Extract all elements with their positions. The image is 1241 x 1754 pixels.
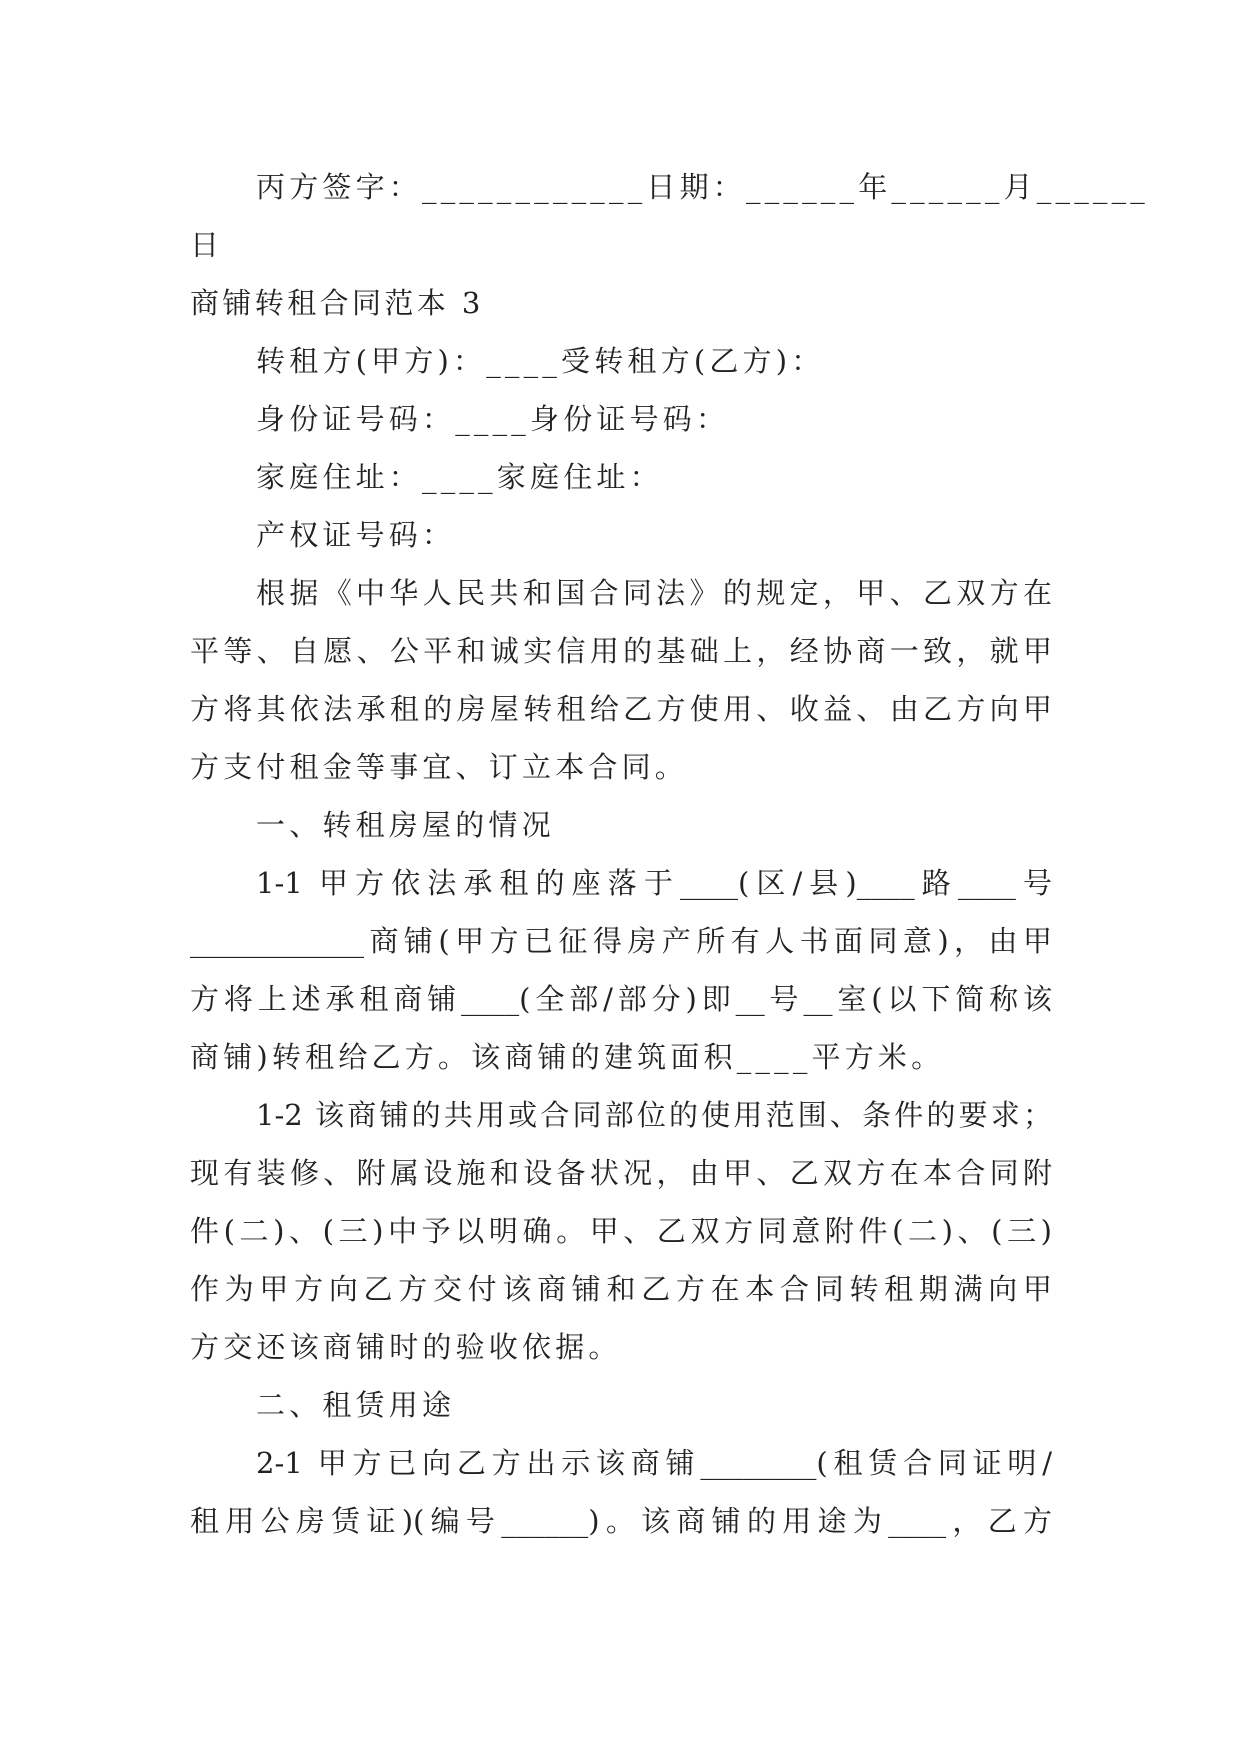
text-line: 方将其依法承租的房屋转租给乙方使用、收益、由乙方向甲 xyxy=(190,692,1052,726)
text-line: 转租方(甲方)：____受转租方(乙方)： xyxy=(256,344,825,378)
text-line: 平等、自愿、公平和诚实信用的基础上，经协商一致，就甲 xyxy=(190,634,1052,668)
document-title: 商铺转租合同范本 3 xyxy=(190,286,484,320)
text-line: 商铺)转租给乙方。该商铺的建筑面积____平方米。 xyxy=(190,1040,945,1074)
text-line: 方交还该商铺时的验收依据。 xyxy=(190,1330,622,1364)
text-line: 日 xyxy=(190,228,224,262)
text-line: 丙方签字：____________日期：______年______月______ xyxy=(256,170,1150,204)
text-line: 一、转租房屋的情况 xyxy=(256,808,555,842)
text-line: 产权证号码： xyxy=(256,518,456,552)
text-line: ____________商铺(甲方已征得房产所有人书面同意)，由甲 xyxy=(190,924,1052,958)
text-line: 根据《中华人民共和国合同法》的规定，甲、乙双方在 xyxy=(256,576,1052,610)
text-line: 作为甲方向乙方交付该商铺和乙方在本合同转租期满向甲 xyxy=(190,1272,1052,1306)
text-line: 方支付租金等事宜、订立本合同。 xyxy=(190,750,689,784)
text-line: 1-2 该商铺的共用或合同部位的使用范围、条件的要求； xyxy=(256,1098,1052,1132)
document-page xyxy=(190,158,1150,1550)
text-line: 租用公房赁证)(编号______)。该商铺的用途为____，乙方 xyxy=(190,1504,1052,1538)
text-line: 1-1 甲方依法承租的座落于____(区/县)____路____号 xyxy=(256,866,1052,900)
text-line: 现有装修、附属设施和设备状况，由甲、乙双方在本合同附 xyxy=(190,1156,1052,1190)
text-line: 家庭住址：____家庭住址： xyxy=(256,460,663,494)
text-line: 2-1 甲方已向乙方出示该商铺________(租赁合同证明/ xyxy=(256,1446,1052,1480)
text-line: 方将上述承租商铺____(全部/部分)即__号__室(以下简称该 xyxy=(190,982,1052,1016)
text-line: 身份证号码：____身份证号码： xyxy=(256,402,730,436)
text-line: 件(二)、(三)中予以明确。甲、乙双方同意附件(二)、(三) xyxy=(190,1214,1052,1248)
text-line: 二、租赁用途 xyxy=(256,1388,456,1422)
